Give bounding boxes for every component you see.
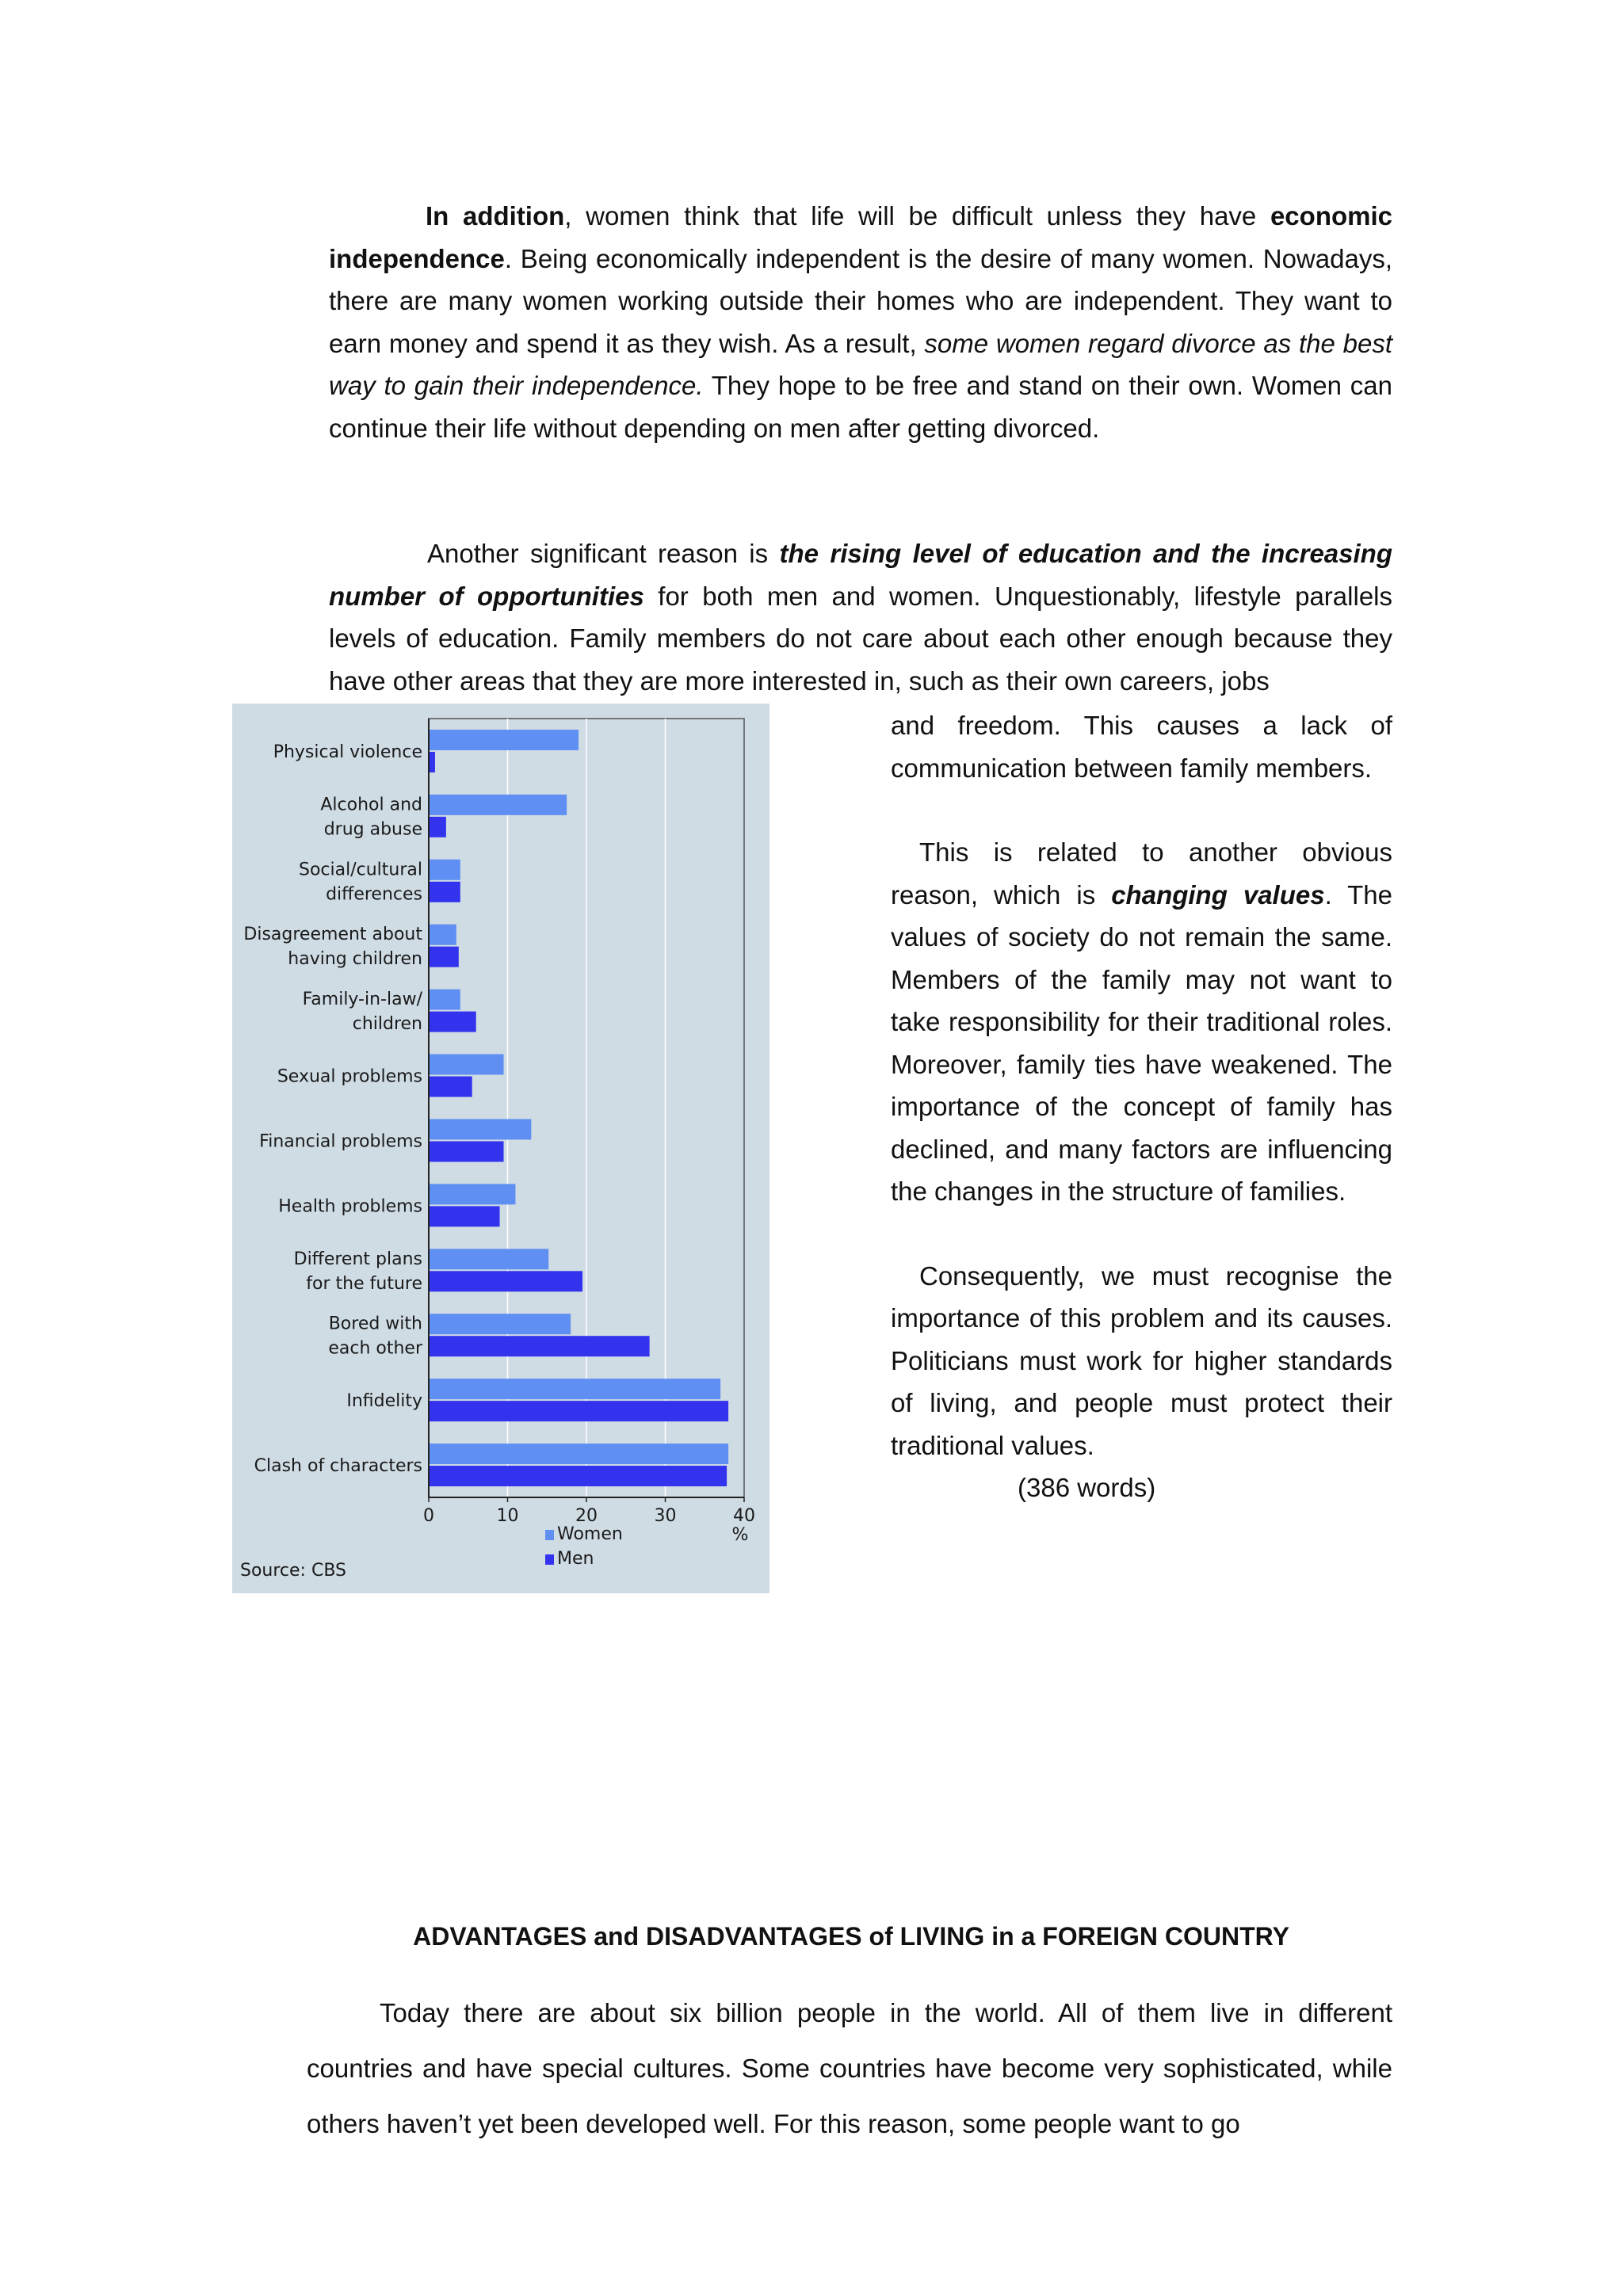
x-tick-label: 20 [575,1506,598,1526]
bold-phrase: economic independence [329,201,1392,273]
category-label: Clash of characters [254,1456,422,1477]
legend-swatch-women [545,1530,554,1540]
bar-women [429,860,460,880]
category-labels [243,742,423,1476]
bar-men [429,1206,500,1226]
divorce-reasons-chart [232,704,769,1593]
category-label: children [352,1014,422,1035]
bar-men [429,1466,727,1486]
x-tick-label: 40 [733,1506,755,1526]
text-span: . Being economically independent is the desire of many women. Nowadays, there are many women working outside their homes who are independent. They want to earn money and spend it as they wish. As a result, [329,243,1392,358]
bar-men [429,1336,650,1356]
section-heading: ADVANTAGES and DISADVANTAGES of LIVING in a FOREIGN COUNTRY [413,1922,1289,1951]
bar-women [429,1249,548,1269]
bar-men [429,1141,504,1161]
category-label: having children [288,949,422,970]
chart-svg [232,704,769,1593]
bar-women [429,1444,728,1464]
bar-men [429,1077,472,1097]
text-span: for both men and women. Unquestionably, lifestyle parallels levels of education. Family members do not care about each other enough because they have other areas that they are more interested in, such as their own careers, jobs [329,581,1392,696]
bold-phrase: In addition [426,201,565,231]
text-span: , women think that life will be difficult unless they have [564,201,1270,231]
legend-label-men: Men [557,1549,594,1569]
paragraph-changing-values [891,831,1392,1213]
unit-label: % [731,1525,749,1545]
bar-women [429,1314,571,1334]
legend-swatch-men [545,1554,554,1565]
category-label: Sexual problems [277,1066,422,1087]
category-label: Social/cultural [299,860,422,880]
bar-men [429,947,459,967]
category-label: differences [326,884,422,905]
paragraph-foreign-country: Today there are about six billion people in the world. All of them live in different countries and have special cultures. Some countries have become very sophisticated, while others haven’t yet been developed well. For this reason, some people want to go [307,1998,1392,2138]
category-label: Physical violence [273,742,422,762]
text-span: . The values of society do not remain the same. Members of the family may not want to take responsibility for their traditional roles. Moreover, family ties have weakened. The importance of the concept of family has declined, and many factors are influencing the changes in the structure of families. [891,879,1393,1206]
text-span: Another significant reason is [427,539,780,568]
paragraph-economic-independence [329,195,1392,449]
text-span: This is related to another obvious reason, which is [891,837,1392,910]
text-span: Consequently, we must recognise the importance of this problem and its causes. Politicians must work for higher standards of living, and people must protect their traditional values. [891,1261,1392,1460]
bar-women [429,795,567,815]
chart-source: Source: CBS [240,1561,346,1581]
x-tick-label: 10 [496,1506,519,1526]
category-label: Alcohol and [320,795,422,815]
word-count: (386 words) [1018,1473,1156,1502]
bar-women [429,1184,515,1204]
bar-women [429,1055,504,1075]
bar-women [429,1379,720,1399]
category-label: for the future [306,1273,422,1294]
x-tick-label: 30 [654,1506,677,1526]
bar-men [429,1271,582,1291]
category-label: Different plans [293,1249,422,1269]
right-column-text [891,704,1392,1509]
x-tick-label: 0 [423,1506,434,1526]
bar-men [429,817,446,837]
text-span: They hope to be free and stand on their own. Women can continue their life without depending on men after getting divorced. [329,371,1392,443]
paragraph-conclusion [891,1255,1392,1509]
bar-women [429,925,456,945]
paragraph-continuation: and freedom. This causes a lack of communication between family members. [891,711,1392,783]
bar-men [429,1012,476,1032]
italic-phrase: some women regard divorce as the best way to gain their independence. [329,328,1392,400]
category-label: Health problems [278,1196,422,1217]
category-label: Financial problems [259,1131,422,1152]
category-label: Family-in-law/ [302,990,422,1010]
bar-women [429,990,460,1010]
bar-men [429,1401,728,1421]
category-label: Disagreement about [243,925,422,945]
paragraph-education [329,532,1392,702]
bar-men [429,752,435,772]
bar-women [429,1119,531,1139]
bold-italic-phrase: changing values [1111,879,1325,910]
bar-women [429,730,579,750]
category-label: each other [328,1338,422,1359]
x-tick-labels [423,1497,755,1526]
category-label: Bored with [328,1314,422,1334]
category-label: drug abuse [323,819,422,840]
category-label: Infidelity [346,1391,422,1412]
bold-italic-phrase: the rising level of education and the increasing number of opportunities [329,539,1392,611]
bar-men [429,882,460,902]
legend-label-women: Women [557,1524,623,1544]
